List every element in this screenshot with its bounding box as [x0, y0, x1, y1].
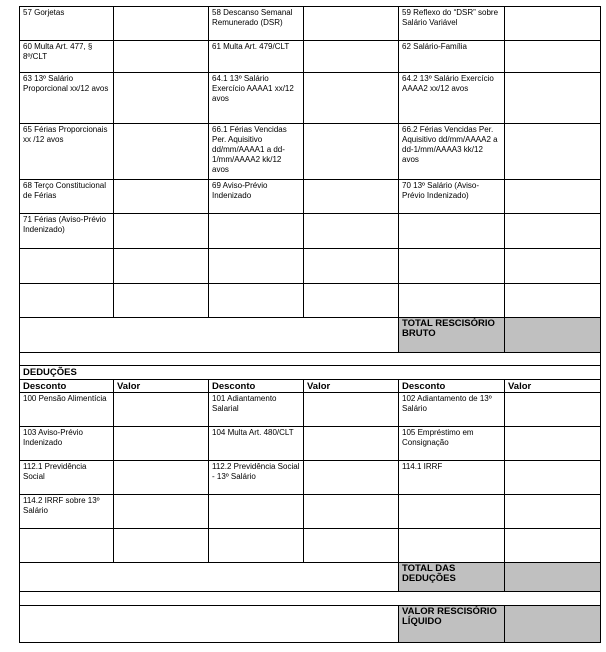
valor-cell: [114, 7, 209, 41]
valor-cell: [304, 214, 399, 249]
table-row: [20, 461, 601, 495]
total-deducoes-row: [20, 563, 601, 592]
valor-cell: [505, 7, 601, 41]
table-row: [20, 214, 601, 249]
valor-cell: [114, 284, 209, 318]
empty-cell: [399, 495, 505, 529]
valor-cell: [114, 41, 209, 73]
empty-cell: [20, 592, 601, 606]
rubrica-114-2-cell: 114.2 IRRF sobre 13º Salário: [20, 495, 114, 529]
empty-cell: [20, 563, 399, 592]
rubrica-103-cell: 103 Aviso-Prévio Indenizado: [20, 427, 114, 461]
rubrica-102-cell: 102 Adiantamento de 13º Salário: [399, 393, 505, 427]
valor-cell: [114, 495, 209, 529]
empty-cell: [399, 249, 505, 284]
rubrica-112-1-cell: 112.1 Previdência Social: [20, 461, 114, 495]
rubrica-71-cell: 71 Férias (Aviso-Prévio Indenizado): [20, 214, 114, 249]
valor-cell: [505, 180, 601, 214]
valor-cell: [505, 529, 601, 563]
empty-cell: [209, 495, 304, 529]
valor-cell: [505, 495, 601, 529]
valor-cell: [304, 249, 399, 284]
rubrica-66-1-cell: 66.1 Férias Vencidas Per. Aquisitivo dd/mm/AAAA1 a dd-1/mm/AAAA2 kk/12 avos: [209, 124, 304, 180]
rubrica-63-cell: 63 13º Salário Proporcional xx/12 avos: [20, 73, 114, 124]
empty-cell: [20, 606, 399, 643]
rubrica-100-cell: 100 Pensão Alimentícia: [20, 393, 114, 427]
valor-rescisorio-liquido-label: VALOR RESCISÓRIO LÍQUIDO: [399, 606, 505, 643]
valor-cell: [114, 180, 209, 214]
table-row: [20, 284, 601, 318]
valor-cell: [505, 124, 601, 180]
total-deducoes-value: [505, 563, 601, 592]
col-header-valor: Valor: [114, 380, 209, 393]
rescisao-table: [19, 6, 601, 643]
col-header-desconto: Desconto: [399, 380, 505, 393]
total-rescisorio-bruto-value: [505, 318, 601, 353]
deducoes-title: DEDUÇÕES: [20, 366, 601, 380]
col-header-valor: Valor: [304, 380, 399, 393]
valor-cell: [505, 427, 601, 461]
rubrica-64-2-cell: 64.2 13º Salário Exercício AAAA2 xx/12 avos: [399, 73, 505, 124]
valor-cell: [505, 41, 601, 73]
rubrica-66-2-cell: 66.2 Férias Vencidas Per. Aquisitivo dd/mm/AAAA2 a dd-1/mm/AAAA3 kk/12 avos: [399, 124, 505, 180]
valor-cell: [304, 124, 399, 180]
total-liquido-row: [20, 606, 601, 643]
valor-cell: [114, 124, 209, 180]
spacer-row: [20, 592, 601, 606]
rubrica-58-cell: 58 Descanso Semanal Remunerado (DSR): [209, 7, 304, 41]
col-header-desconto: Desconto: [20, 380, 114, 393]
valor-cell: [114, 249, 209, 284]
rubrica-114-1-cell: 114.1 IRRF: [399, 461, 505, 495]
table-row: [20, 73, 601, 124]
total-bruto-row: [20, 318, 601, 353]
valor-cell: [304, 461, 399, 495]
empty-cell: [20, 529, 114, 563]
rubrica-65-cell: 65 Férias Proporcionais xx /12 avos: [20, 124, 114, 180]
rubrica-62-cell: 62 Salário-Família: [399, 41, 505, 73]
table-row: [20, 249, 601, 284]
rubrica-68-cell: 68 Terço Constitucional de Férias: [20, 180, 114, 214]
valor-cell: [304, 495, 399, 529]
empty-cell: [209, 284, 304, 318]
total-rescisorio-bruto-label: TOTAL RESCISÓRIO BRUTO: [399, 318, 505, 353]
table-row: [20, 41, 601, 73]
empty-cell: [209, 214, 304, 249]
table-row: [20, 124, 601, 180]
valor-cell: [304, 41, 399, 73]
rubrica-64-1-cell: 64.1 13º Salário Exercício AAAA1 xx/12 avos: [209, 73, 304, 124]
table-row: [20, 393, 601, 427]
rubrica-112-2-cell: 112.2 Previdência Social - 13º Salário: [209, 461, 304, 495]
rubrica-69-cell: 69 Aviso-Prévio Indenizado: [209, 180, 304, 214]
table-row: [20, 529, 601, 563]
rubrica-60-cell: 60 Multa Art. 477, § 8º/CLT: [20, 41, 114, 73]
empty-cell: [20, 284, 114, 318]
valor-cell: [114, 393, 209, 427]
valor-cell: [505, 73, 601, 124]
col-header-desconto: Desconto: [209, 380, 304, 393]
valor-cell: [304, 427, 399, 461]
valor-rescisorio-liquido-value: [505, 606, 601, 643]
valor-cell: [114, 529, 209, 563]
empty-cell: [209, 249, 304, 284]
valor-cell: [114, 214, 209, 249]
table-row: [20, 495, 601, 529]
valor-cell: [505, 284, 601, 318]
rubrica-70-cell: 70 13º Salário (Aviso-Prévio Indenizado): [399, 180, 505, 214]
valor-cell: [304, 180, 399, 214]
rubrica-101-cell: 101 Adiantamento Salarial: [209, 393, 304, 427]
empty-cell: [20, 318, 399, 353]
valor-cell: [505, 461, 601, 495]
spacer-row: [20, 353, 601, 366]
valor-cell: [304, 73, 399, 124]
rubrica-105-cell: 105 Empréstimo em Consignação: [399, 427, 505, 461]
rubrica-104-cell: 104 Multa Art. 480/CLT: [209, 427, 304, 461]
empty-cell: [399, 214, 505, 249]
rubrica-61-cell: 61 Multa Art. 479/CLT: [209, 41, 304, 73]
rubrica-57-cell: 57 Gorjetas: [20, 7, 114, 41]
table-row: [20, 7, 601, 41]
table-row: [20, 180, 601, 214]
col-header-valor: Valor: [505, 380, 601, 393]
rubrica-59-cell: 59 Reflexo do “DSR” sobre Salário Variável: [399, 7, 505, 41]
valor-cell: [114, 461, 209, 495]
valor-cell: [505, 214, 601, 249]
valor-cell: [114, 73, 209, 124]
empty-cell: [399, 529, 505, 563]
deducoes-header-row: [20, 380, 601, 393]
valor-cell: [304, 529, 399, 563]
empty-cell: [209, 529, 304, 563]
empty-cell: [20, 249, 114, 284]
table-row: [20, 427, 601, 461]
empty-cell: [20, 353, 601, 366]
valor-cell: [114, 427, 209, 461]
valor-cell: [304, 7, 399, 41]
valor-cell: [304, 393, 399, 427]
valor-cell: [505, 393, 601, 427]
empty-cell: [399, 284, 505, 318]
valor-cell: [304, 284, 399, 318]
total-deducoes-label: TOTAL DAS DEDUÇÕES: [399, 563, 505, 592]
valor-cell: [505, 249, 601, 284]
deducoes-title-row: [20, 366, 601, 380]
